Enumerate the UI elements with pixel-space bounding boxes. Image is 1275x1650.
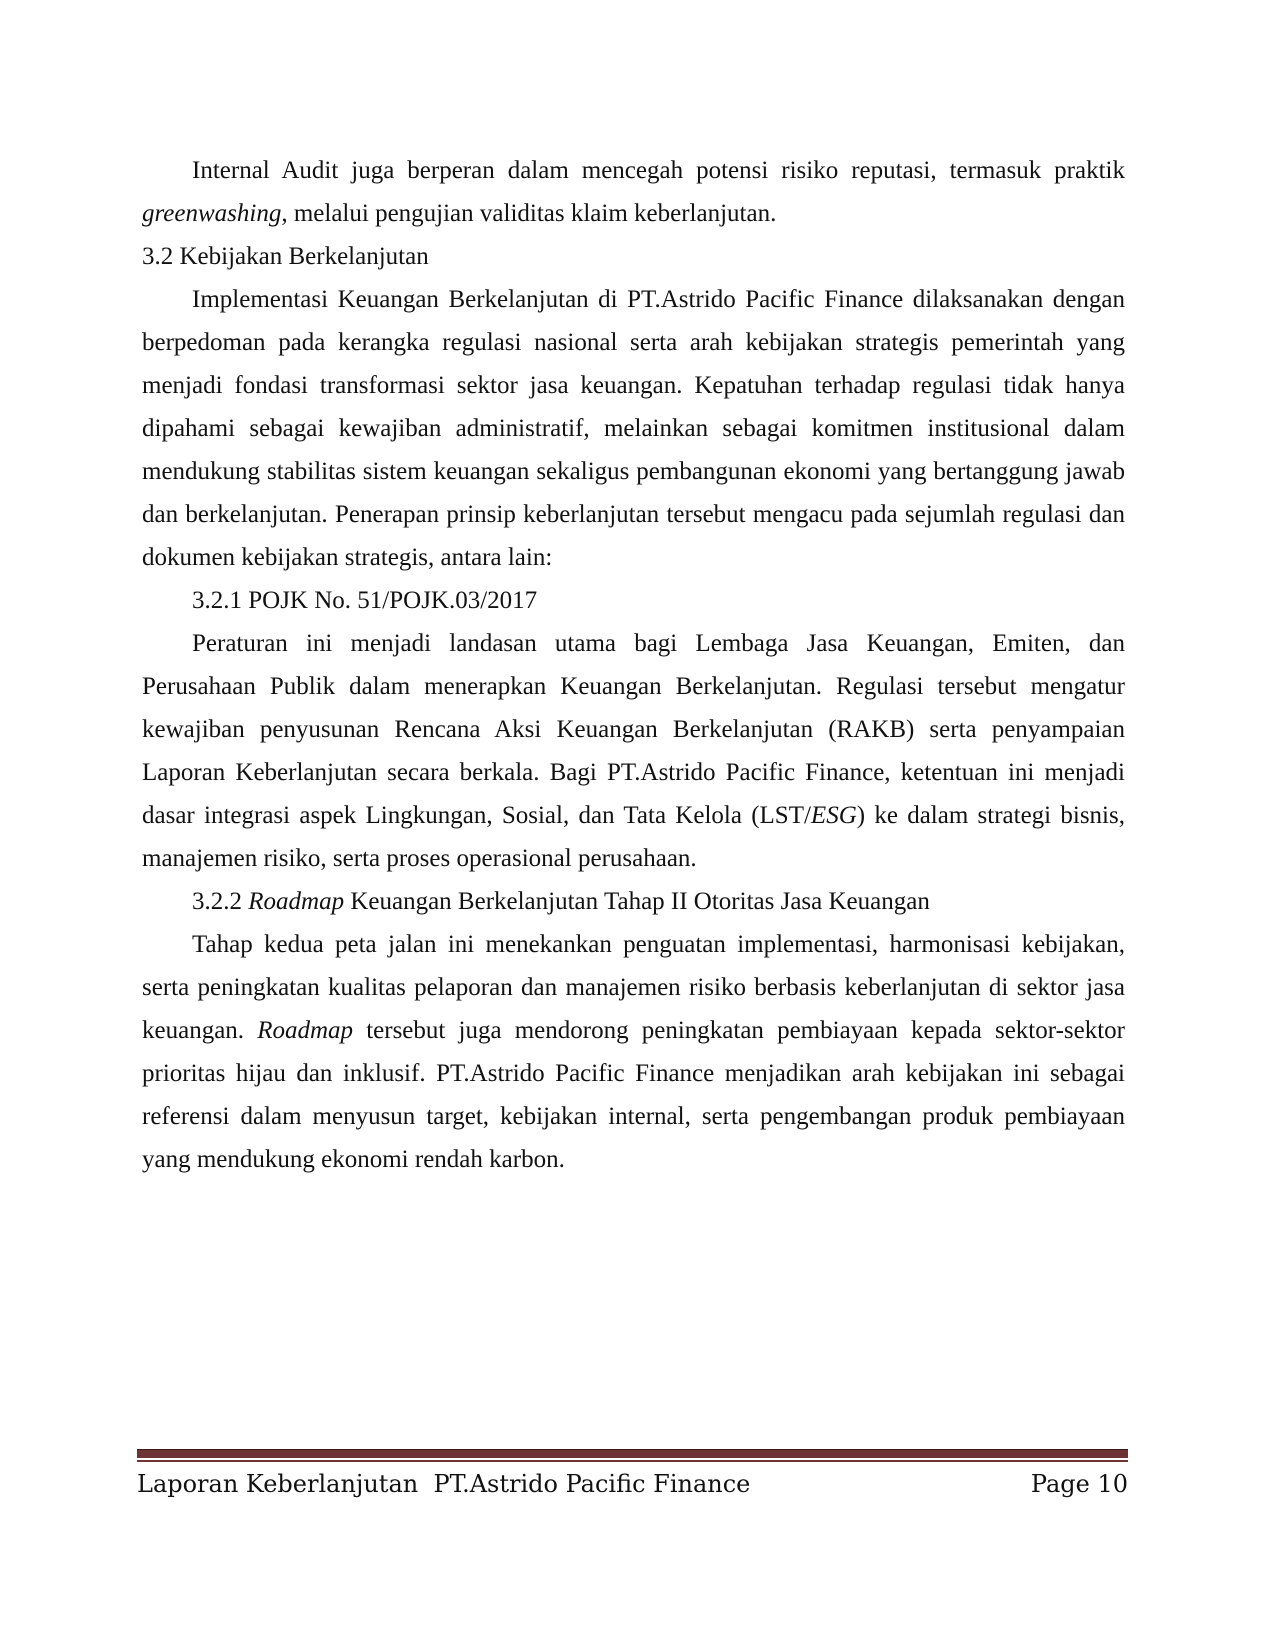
paragraph-roadmap bbox=[142, 923, 1125, 1181]
italic-term-roadmap-heading: Roadmap bbox=[248, 888, 345, 915]
footer-rule-thin bbox=[137, 1460, 1128, 1462]
heading-run: Keuangan Berkelanjutan Tahap II Otoritas Jasa Keuangan bbox=[344, 888, 930, 915]
paragraph-run: ) ke dalam strategi bisnis, manajemen risiko, serta proses operasional perusahaan. bbox=[142, 802, 1125, 872]
subsection-heading-3-2-1: 3.2.1 POJK No. 51/POJK.03/2017 bbox=[192, 587, 538, 614]
paragraph-run: , melalui pengujian validitas klaim keberlanjutan. bbox=[281, 200, 777, 227]
footer-rule-thick bbox=[137, 1449, 1128, 1458]
paragraph-run: tersebut juga mendorong peningkatan pembiayaan kepada sektor-sektor prioritas hijau dan inklusif. PT.Astrido Pacific Finance menjadikan arah kebijakan ini sebagai referensi dalam menyusun target, kebijakan internal, serta pengembangan produk pembiayaan yang mendukung ekonomi rendah karbon. bbox=[142, 1017, 1125, 1173]
paragraph-run: Internal Audit juga berperan dalam mencegah potensi risiko reputasi, termasuk praktik bbox=[192, 157, 1125, 184]
paragraph-pojk bbox=[142, 622, 1125, 880]
page-footer bbox=[137, 1449, 1128, 1500]
footer-document-title: Laporan Keberlanjutan PT.Astrido Pacific Finance bbox=[137, 1470, 751, 1498]
page-body bbox=[142, 149, 1125, 1181]
section-heading-3-2: 3.2 Kebijakan Berkelanjutan bbox=[142, 243, 429, 270]
italic-term-roadmap: Roadmap bbox=[257, 1017, 354, 1044]
paragraph-implementasi: Implementasi Keuangan Berkelanjutan di PT.Astrido Pacific Finance dilaksanakan dengan berpedoman pada kerangka regulasi nasional serta arah kebijakan strategis pemerintah yang menjadi fondasi transformasi sektor jasa keuangan. Kepatuhan terhadap regulasi tidak hanya dipahami sebagai kewajiban administratif, melainkan sebagai komitmen institusional dalam mendukung stabilitas sistem keuangan sekaligus pembangunan ekonomi yang bertanggung jawab dan berkelanjutan. Penerapan prinsip keberlanjutan tersebut mengacu pada sejumlah regulasi dan dokumen kebijakan strategis, antara lain: bbox=[142, 286, 1125, 571]
paragraph-run: Peraturan ini menjadi landasan utama bagi Lembaga Jasa Keuangan, Emiten, dan Perusahaan Publik dalam menerapkan Keuangan Berkelanjutan. Regulasi tersebut mengatur kewajiban penyusunan Rencana Aksi Keuangan Berkelanjutan (RAKB) serta penyampaian Laporan Keberlanjutan secara berkala. Bagi PT.Astrido Pacific Finance, ketentuan ini menjadi dasar integrasi aspek Lingkungan, Sosial, dan Tata Kelola (LST/ bbox=[142, 630, 1125, 829]
paragraph-internal-audit bbox=[142, 149, 1125, 235]
footer-text-row bbox=[137, 1468, 1128, 1500]
paragraph-run: Tahap kedua peta jalan ini menekankan penguatan implementasi, harmonisasi kebijakan, serta peningkatan kualitas pelaporan dan manajemen risiko berbasis keberlanjutan di sektor jasa keuangan. bbox=[142, 931, 1125, 1044]
italic-term-greenwashing: greenwashing bbox=[142, 200, 282, 227]
subsection-heading-3-2-2 bbox=[142, 880, 1125, 923]
footer-page-number: Page 10 bbox=[1030, 1470, 1128, 1498]
heading-run: 3.2.2 bbox=[192, 888, 249, 915]
italic-term-esg: ESG bbox=[810, 802, 857, 829]
